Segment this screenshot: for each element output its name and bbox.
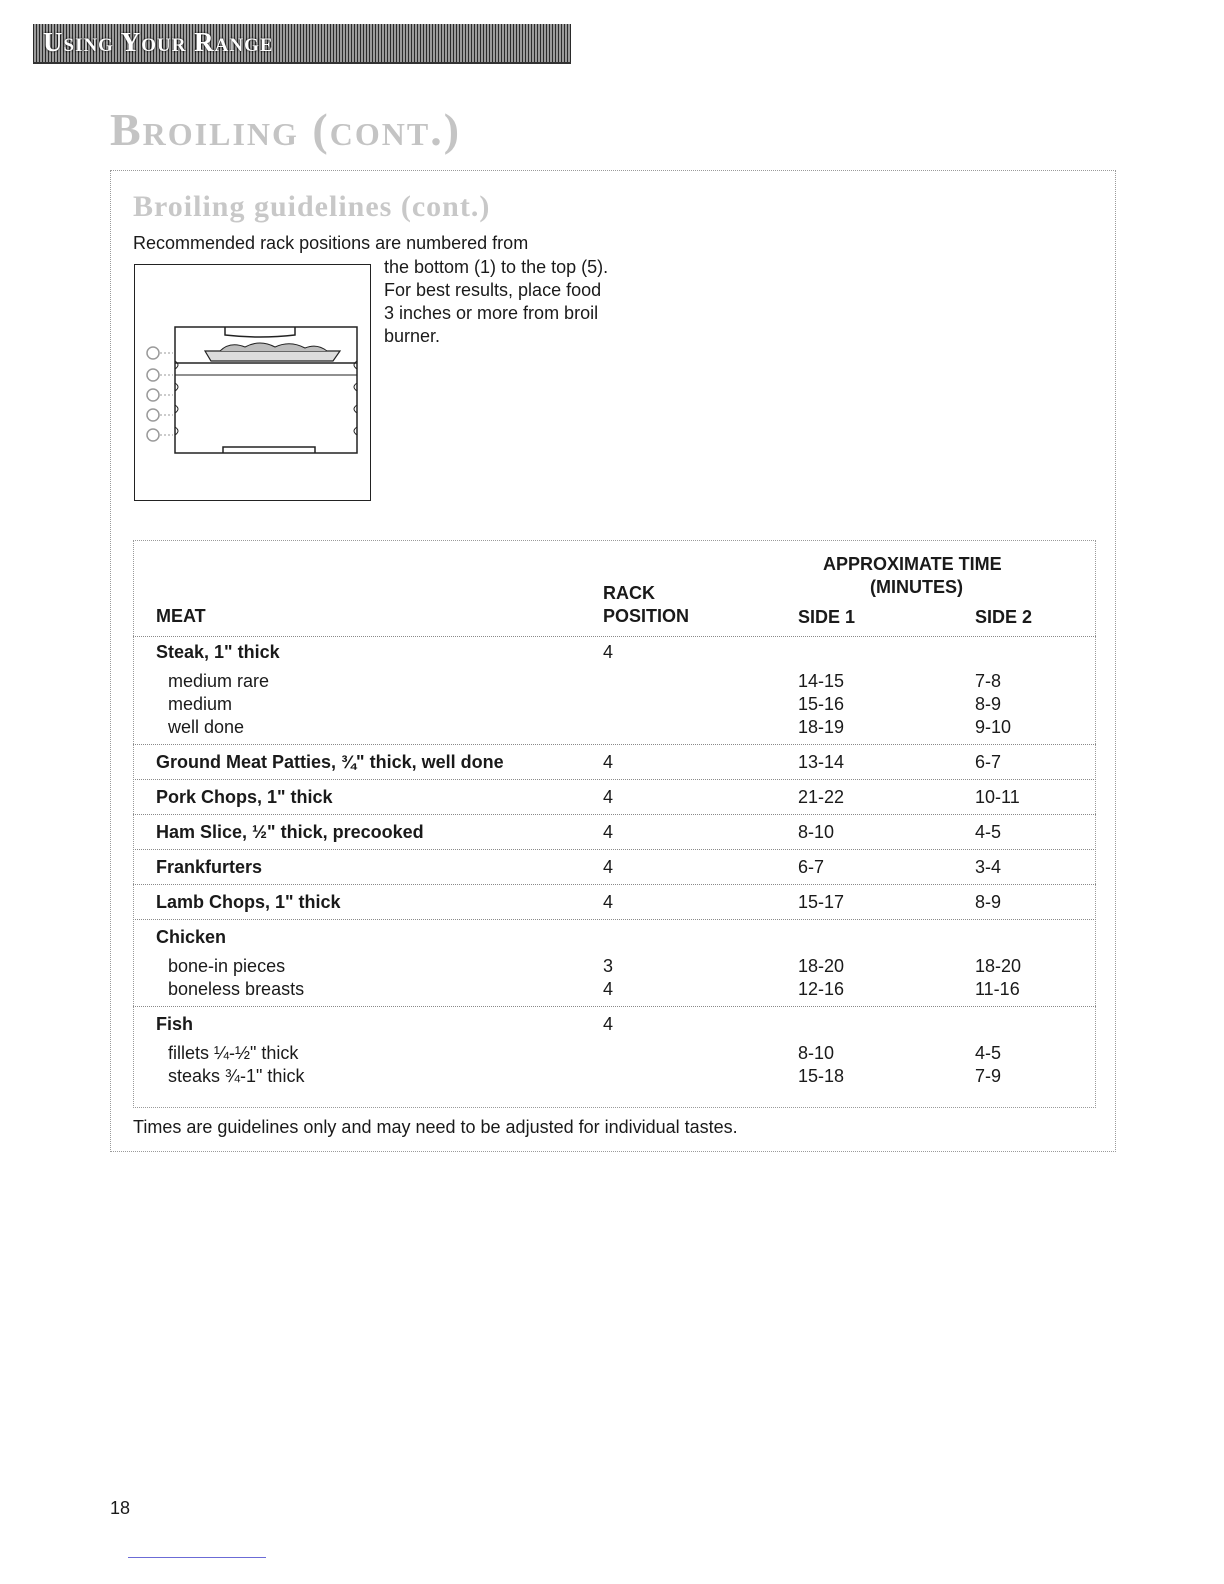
intro-text-line1: Recommended rack positions are numbered from: [133, 233, 529, 253]
table-header-rule: [133, 636, 1096, 637]
row-side1: 15-18: [798, 1066, 845, 1086]
row-meat: fillets ¼-½" thick: [168, 1043, 299, 1063]
row-rack: 4: [603, 1014, 614, 1034]
row-side2: 7-9: [975, 1066, 1002, 1086]
header-time-line1: APPROXIMATE TIME: [823, 554, 1002, 574]
row-meat: boneless breasts: [168, 979, 305, 999]
row-rack: 4: [603, 857, 614, 877]
row-side2: 18-20: [975, 956, 1022, 976]
row-rack: 4: [603, 892, 614, 912]
row-meat: Fish: [156, 1014, 194, 1034]
intro-text-rest: the bottom (1) to the top (5). For best results, place food 3 inches or more from broil burner.: [384, 257, 609, 346]
row-side1: 18-19: [798, 717, 845, 737]
page-title: Broiling (cont.): [110, 104, 462, 155]
row-divider: [133, 849, 1096, 850]
row-side2: 8-9: [975, 694, 1002, 714]
row-divider: [133, 744, 1096, 745]
row-rack: 4: [603, 822, 614, 842]
header-side2: SIDE 2: [975, 607, 1033, 627]
row-meat: bone-in pieces: [168, 956, 286, 976]
section-title: Broiling guidelines (cont.): [133, 190, 491, 223]
oven-rack-diagram-drawing: [135, 265, 369, 499]
row-meat: Ground Meat Patties, ¾" thick, well done: [156, 752, 504, 772]
row-meat: Frankfurters: [156, 857, 263, 877]
row-side1: 14-15: [798, 671, 845, 691]
bottom-rule: [128, 1557, 266, 1558]
row-side1: 8-10: [798, 822, 835, 842]
row-side2: 4-5: [975, 822, 1002, 842]
row-side1: 12-16: [798, 979, 845, 999]
row-side1: 18-20: [798, 956, 845, 976]
row-meat: medium rare: [168, 671, 270, 691]
section-header-label: Using Your Range: [43, 27, 274, 57]
header-rack-line1: RACK: [603, 583, 655, 603]
row-rack: 3: [603, 956, 614, 976]
row-meat: medium: [168, 694, 233, 714]
row-rack: 4: [603, 787, 614, 807]
header-time-line2: (MINUTES): [870, 577, 963, 597]
row-side1: 13-14: [798, 752, 845, 772]
section-header-bar: [33, 24, 571, 64]
row-side2: 11-16: [975, 979, 1020, 999]
row-divider: [133, 884, 1096, 885]
row-side1: 6-7: [798, 857, 825, 877]
row-meat: Chicken: [156, 927, 227, 947]
row-side2: 6-7: [975, 752, 1002, 772]
row-side1: 15-17: [798, 892, 845, 912]
header-meat: MEAT: [156, 606, 206, 626]
header-side1: SIDE 1: [798, 607, 856, 627]
row-side2: 4-5: [975, 1043, 1002, 1063]
row-side1: 15-16: [798, 694, 845, 714]
page-number: 18: [110, 1498, 131, 1518]
footnote: Times are guidelines only and may need to be adjusted for individual tastes.: [133, 1117, 738, 1137]
header-rack-line2: POSITION: [603, 606, 690, 626]
row-meat: well done: [168, 717, 245, 737]
oven-rack-diagram: [134, 264, 371, 501]
row-divider: [133, 919, 1096, 920]
row-divider: [133, 779, 1096, 780]
row-meat: Lamb Chops, 1" thick: [156, 892, 341, 912]
row-side2: 8-9: [975, 892, 1002, 912]
row-meat: Steak, 1" thick: [156, 642, 280, 662]
row-rack: 4: [603, 752, 614, 772]
row-side2: 9-10: [975, 717, 1012, 737]
row-side2: 10-11: [975, 787, 1020, 807]
row-divider: [133, 814, 1096, 815]
row-divider: [133, 1006, 1096, 1007]
row-side2: 7-8: [975, 671, 1002, 691]
row-meat: Ham Slice, ½" thick, precooked: [156, 822, 424, 842]
row-meat: Pork Chops, 1" thick: [156, 787, 333, 807]
row-meat: steaks ¾-1" thick: [168, 1066, 305, 1086]
row-side1: 8-10: [798, 1043, 835, 1063]
row-side1: 21-22: [798, 787, 845, 807]
row-rack: 4: [603, 642, 614, 662]
row-side2: 3-4: [975, 857, 1002, 877]
row-rack: 4: [603, 979, 614, 999]
